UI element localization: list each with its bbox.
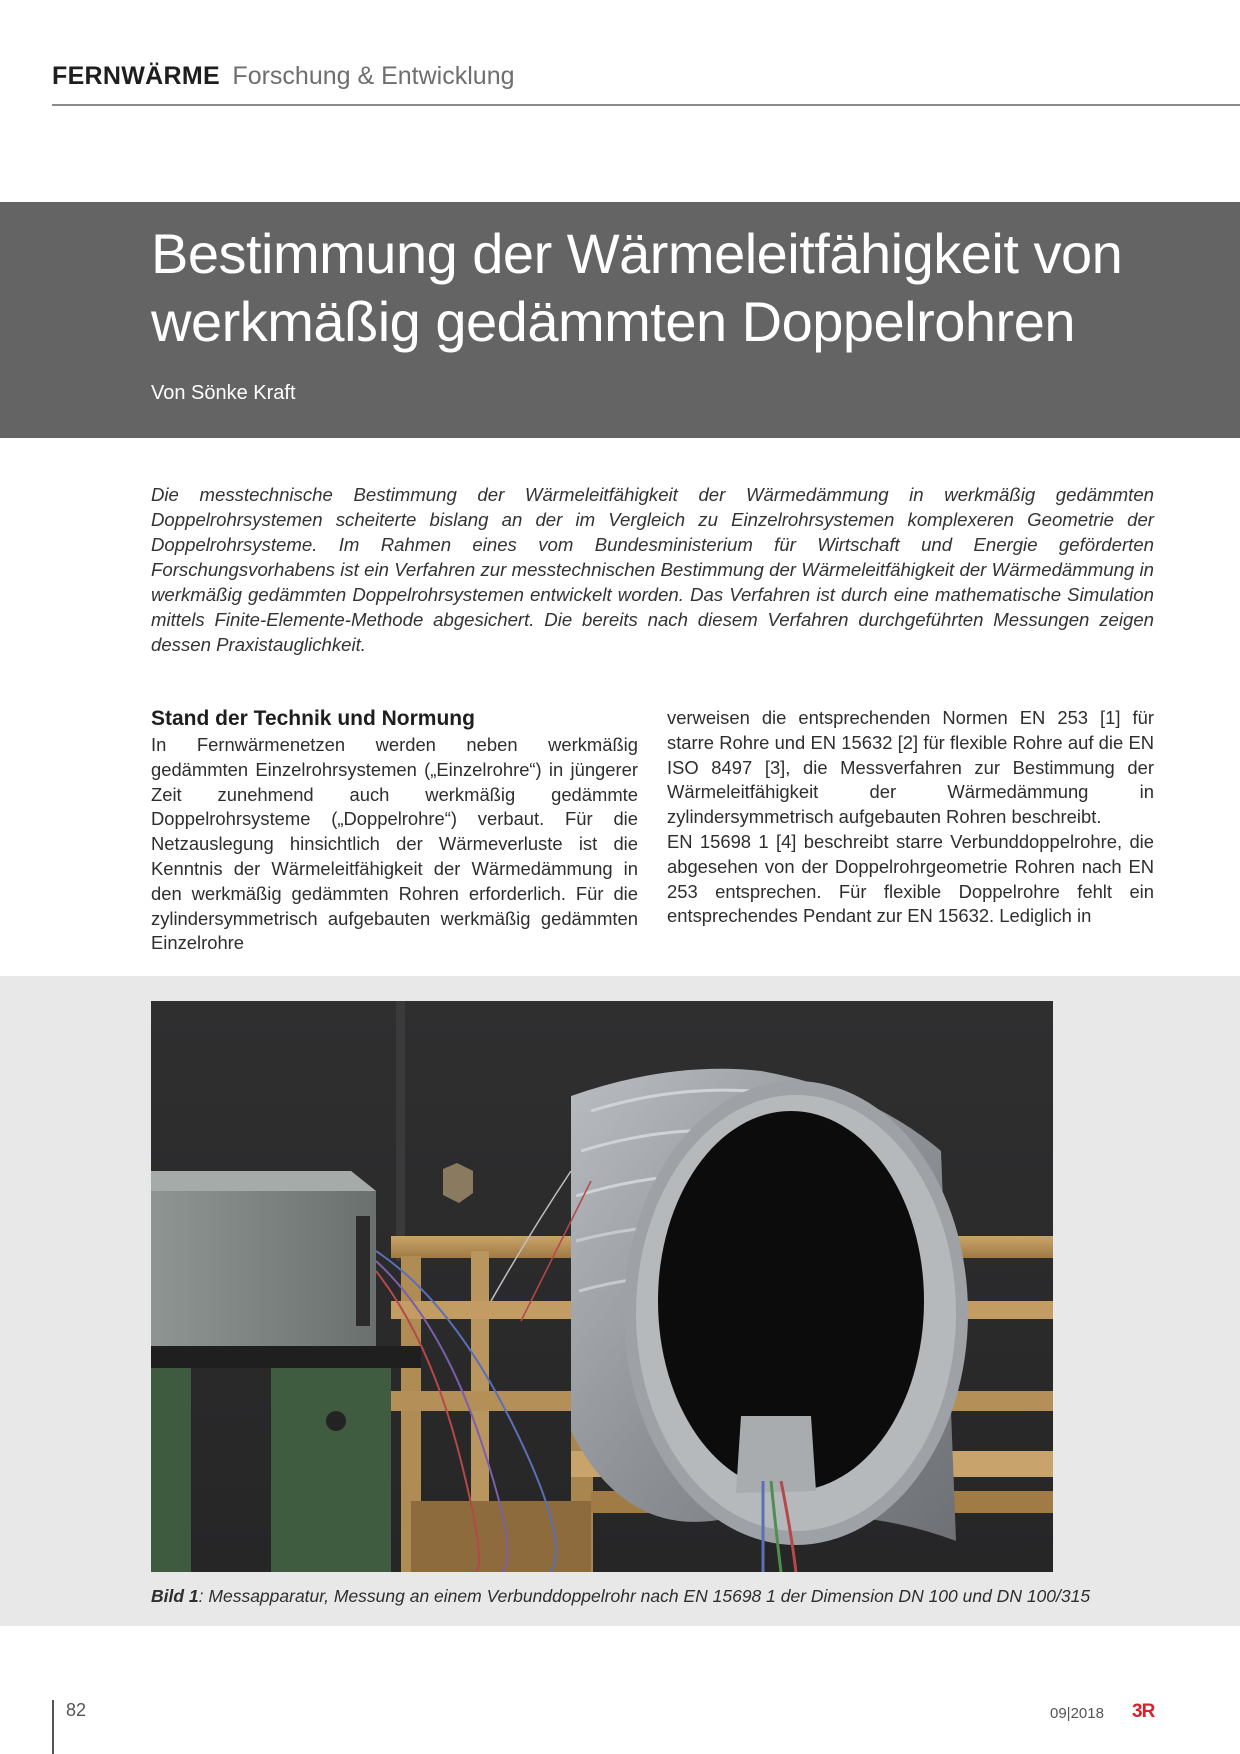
footer-rule [52,1700,54,1754]
article-author: Von Sönke Kraft [151,382,296,404]
header-subsection: Forschung & Entwicklung [232,62,515,90]
figure-band [0,976,1240,1626]
measurement-apparatus-photo [151,1001,1053,1572]
figure-label: Bild 1 [151,1586,199,1606]
figure-photo [151,1001,1053,1572]
section-heading: Stand der Technik und Normung [151,707,475,730]
article-title: Bestimmung der Wärmeleitfähigkeit von werkmäßig gedämmten Doppelrohren [151,222,1123,353]
body-paragraph: EN 15698 1 [4] beschreibt starre Verbunddoppelrohre, die abgesehen von der Doppelrohrgeometrie Rohren nach EN 253 entsprechen. Für flexible Doppelrohre fehlt ein entsprechendes Pendant zur EN 15632. Lediglich in [667,830,1154,927]
figure-caption [151,1586,1151,1607]
body-column-left [151,706,638,956]
article-abstract: Die messtechnische Bestimmung der Wärmeleitfähigkeit der Wärmedämmung in werkmäßig gedämmten Doppelrohrsystemen scheiterte bislang an der im Vergleich zu Einzelrohrsystemen komplexeren Geometrie der Doppelrohrsysteme. Im Rahmen eines vom Bundesministerium für Wirtschaft und Energie geförderten Forschungsvorhabens ist ein Verfahren zur messtechnischen Bestimmung der Wärmeleitfähigkeit der Wärmedämmung in werkmäßig gedämmten Doppelrohrsystemen entwickelt worden. Das Verfahren ist durch eine mathematische Simulation mittels Finite-Elemente-Methode abgesichert. Die bereits nach diesem Verfahren durchgeführten Messungen zeigen dessen Praxistauglichkeit. [151,484,1154,655]
body-paragraph: In Fernwärmenetzen werden neben werkmäßig gedämmten Einzelrohrsystemen („Einzelrohre“) in jüngerer Zeit zunehmend auch werkmäßig gedämmte Doppelrohrsysteme („Doppelrohre“) verbaut. Für die Netzauslegung hinsichtlich der Wärmeverluste ist die Kenntnis der Wärmeleitfähigkeit der Wärmedämmung in den werkmäßig gedämmten Rohren erforderlich. Für die zylindersymmetrisch aufgebauten werkmäßig gedämmten Einzelrohre [151,734,638,954]
title-band [0,202,1240,438]
issue-label: 09|2018 [1050,1705,1104,1722]
figure-caption-text: : Messapparatur, Messung an einem Verbunddoppelrohr nach EN 15698 1 der Dimension DN 100 und DN 100/315 [198,1586,1091,1606]
publisher-logo: 3R [1132,1701,1155,1722]
body-paragraph: verweisen die entsprechenden Normen EN 253 [1] für starre Rohre und EN 15632 [2] für flexible Rohre auf die EN ISO 8497 [3], die Messverfahren zur Bestimmung der Wärmeleitfähigkeit der Wärmedämmung in zylindersymmetrisch aufgebauten Rohren beschreibt. [667,707,1154,828]
body-column-right [667,706,1154,929]
running-header [52,62,1240,106]
page-number: 82 [66,1700,87,1720]
header-section: FERNWÄRME [52,62,220,90]
